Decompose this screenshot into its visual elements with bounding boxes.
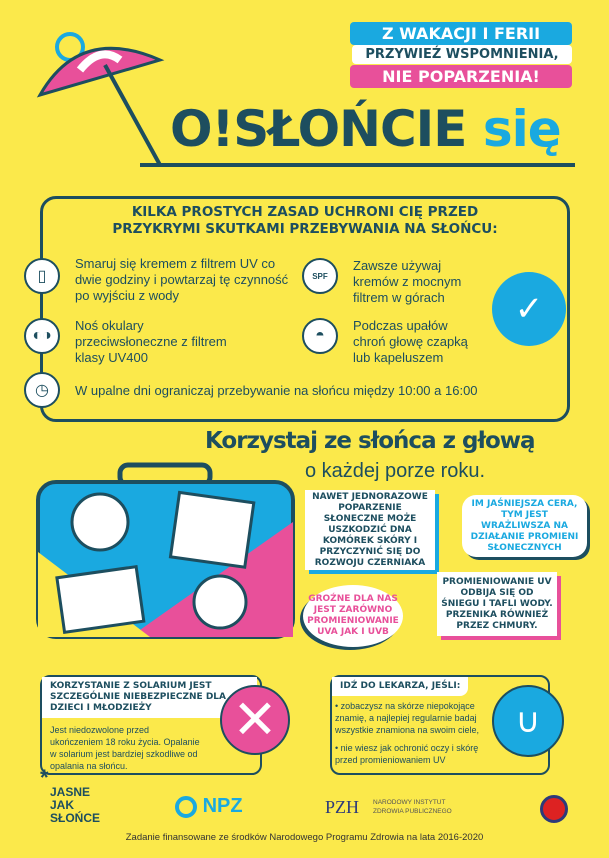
stethoscope-icon: ∪ [492, 685, 564, 757]
rule-text: W upalne dni ograniczaj przebywanie na słońcu między 10:00 a 16:00 [75, 383, 478, 398]
title-underline [140, 163, 575, 167]
suitcase-illustration [30, 462, 300, 642]
page-title [170, 100, 561, 158]
rule-text: Zawsze używaj kremów z mocnym filtrem w górach [353, 258, 462, 305]
tagline-line3: NIE POPARZENIA! [350, 65, 572, 88]
rule-text: Noś okulary przeciwsłoneczne z filtrem klasy UV400 [75, 318, 227, 365]
umbrella-illustration [20, 15, 180, 175]
pzh-logo [325, 797, 359, 818]
solarium-text: Jest niedozwolone przed ukończeniem 18 roku życia. Opalanie w solarium jest bardziej szkodliwe od opalania na słońcu. [50, 725, 200, 771]
title-main: O!SŁOŃCIE [170, 100, 467, 158]
npz-logo [175, 795, 243, 818]
pzh-name-2: ZDROWIA PUBLICZNEGO [373, 808, 452, 815]
pzh-text: PZH [325, 797, 360, 817]
shield-icon: ✓ [492, 272, 566, 346]
tagline-line2: PRZYWIEŹ WSPOMNIENIA, [352, 45, 572, 64]
title-suffix: się [482, 100, 561, 158]
sunglasses-icon: ◐◑ [24, 318, 60, 354]
speech-bubble: PROMIENIOWANIE UV ODBIJA SIĘ OD ŚNIEGU I TAFLI WODY. PRZENIKA RÓWNIEŻ PRZEZ CHMURY. [437, 572, 557, 636]
jasne-logo-text: JASNE JAK SŁOŃCE [50, 785, 101, 825]
speech-bubble: GROŹNE DLA NAS JEST ZARÓWNO PROMIENIOWANIE UVA JAK I UVB [303, 585, 403, 647]
rules-heading [70, 204, 540, 238]
rule-text: Podczas upałów chroń głowę czapką lub kapeluszem [353, 318, 468, 365]
clock-icon: ◷ [24, 372, 60, 408]
npz-text: NPZ [202, 795, 243, 817]
jasne-jak-slonce-logo: * JASNE JAK SŁOŃCE [40, 770, 120, 825]
tagline-line1: Z WAKACJI I FERII [350, 22, 572, 45]
speech-bubble: IM JAŚNIEJSZA CERA, TYM JEST WRAŻLIWSZA NA DZIAŁANIE PROMIENI SŁONECZNYCH [462, 495, 587, 557]
pzh-name [373, 798, 452, 816]
rules-heading-1: KILKA PROSTYCH ZASAD UCHRONI CIĘ PRZED [131, 204, 479, 220]
spf-icon: SPF [302, 258, 338, 294]
doctor-bullet: • zobaczysz na skórze niepokojące znamię, a najlepiej regularnie badaj wszystkie znamiona na swoim ciele, [335, 701, 480, 735]
doctor-bullet: • nie wiesz jak ochronić oczy i skórę przed promieniowaniem UV [335, 743, 479, 765]
solarium-heading: KORZYSTANIE Z SOLARIUM JEST SZCZEGÓLNIE NIEBEZPIECZNE DLA DZIECI I MŁODZIEŻY [42, 677, 257, 718]
pzh-name-1: NARODOWY INSTYTUT [373, 799, 446, 806]
sanitary-inspection-emblem [540, 795, 568, 823]
section-heading: Korzystaj ze słońca z głową [205, 428, 535, 454]
solarium-crossed-icon: ✕ [220, 685, 290, 755]
footer-text: Zadanie finansowane ze środków Narodowego Programu Zdrowia na lata 2016-2020 [125, 832, 484, 843]
speech-bubble: NAWET JEDNORAZOWE POPARZENIE SŁONECZNE MOŻE USZKODZIĆ DNA KOMÓREK SKÓRY I PRZYCZYNIĆ SIĘ DO ROZWOJU CZERNIAKA [305, 490, 435, 570]
rule-text: Smaruj się kremem z filtrem UV co dwie godziny i powtarzaj tę czynność po wyjściu z wody [75, 256, 289, 303]
cap-icon: ◓ [302, 318, 338, 354]
section-subheading: o każdej porze roku. [305, 460, 486, 482]
rules-heading-2: PRZYKRYMI SKUTKAMI PRZEBYWANIA NA SŁOŃCU: [112, 221, 498, 237]
sunscreen-icon: ▯ [24, 258, 60, 294]
doctor-heading: IDŹ DO LEKARZA, JEŚLI: [332, 677, 468, 696]
